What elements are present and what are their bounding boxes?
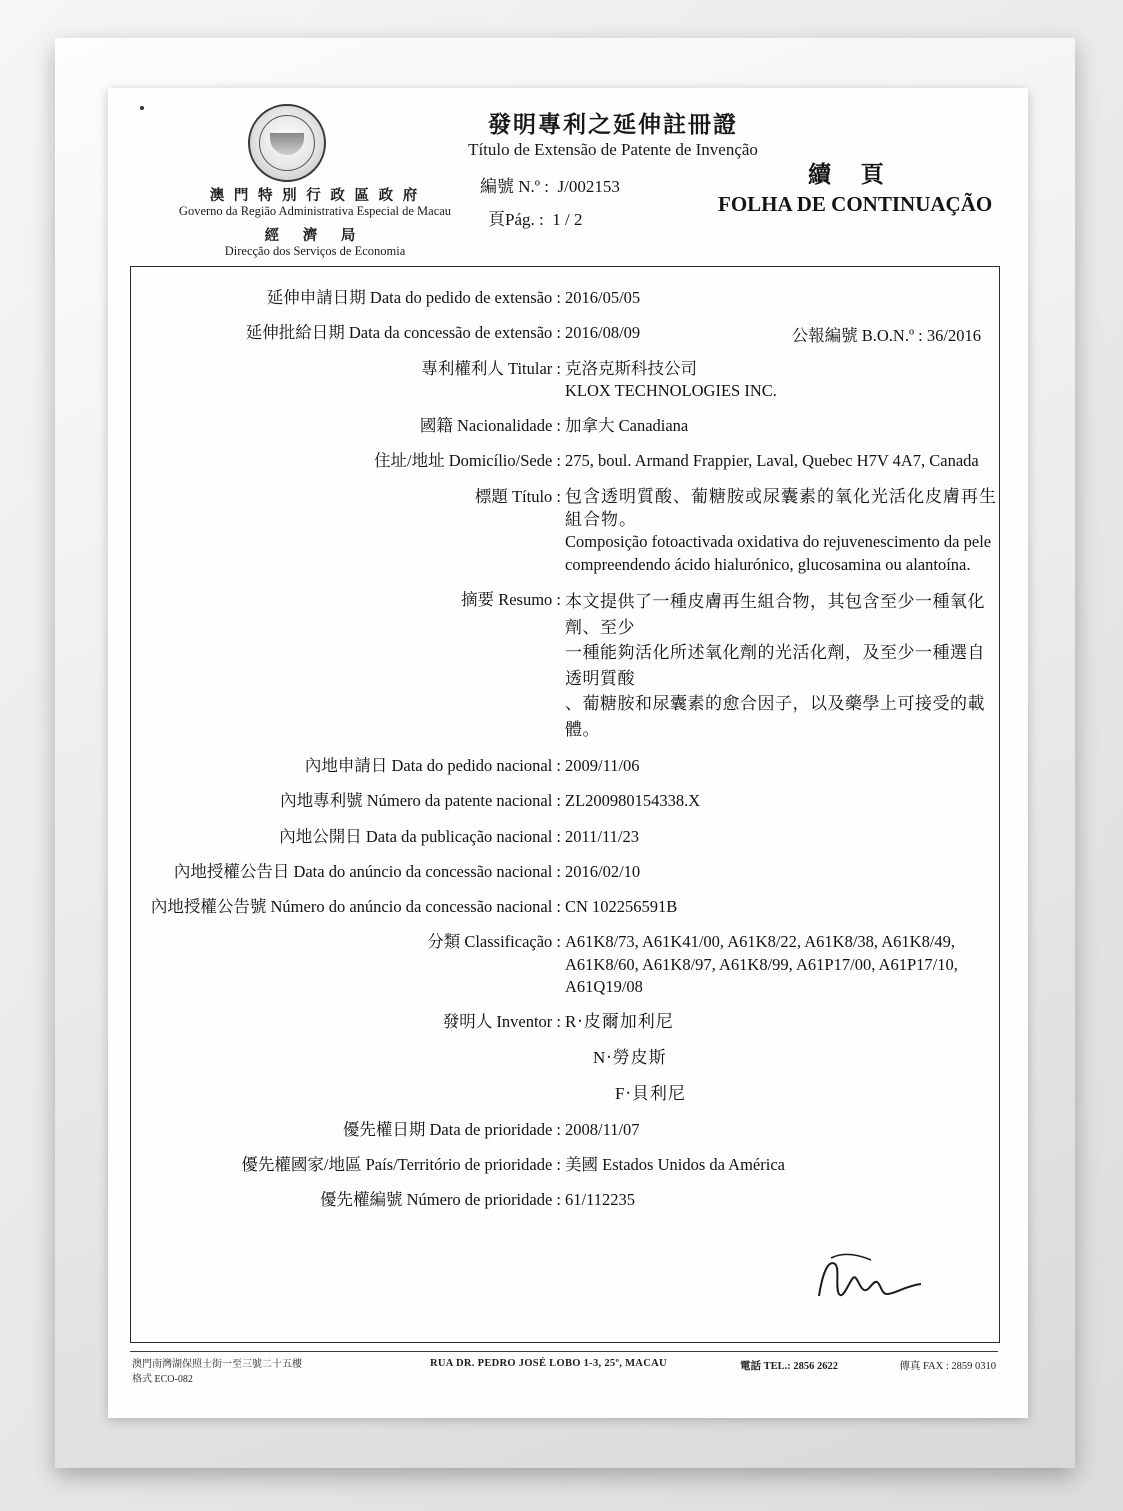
field-national-grant-announcement-date-value: 2016/02/10 [565, 861, 641, 881]
field-holder [131, 358, 999, 403]
field-address-label: 住址/地址 Domicílio/Sede : [374, 451, 561, 471]
field-national-filing-date-label: 內地申請日 Data do pedido nacional : [304, 756, 561, 775]
field-national-grant-announcement-date-label: 內地授權公告日 Data do anúncio da concessão nacional : [173, 861, 561, 881]
field-priority-number-label: 優先權編號 Número de prioridade : [319, 1190, 561, 1210]
field-title-value-pt-1: Composição fotoactivada oxidativa do rejuvenescimento da pele [565, 532, 992, 552]
government-name-pt: Governo da Região Administrativa Especial de Macau [178, 204, 452, 218]
footer-address-pt: RUA DR. PEDRO JOSÉ LOBO 1-3, 25º, MACAU [430, 1358, 667, 1369]
field-bon-value: 36/2016 [926, 326, 981, 346]
field-holder-value-en: KLOX TECHNOLOGIES INC. [565, 380, 777, 400]
document-header [108, 88, 1028, 258]
field-classification [131, 931, 999, 998]
field-title [131, 486, 999, 576]
document-title-zh: 發明專利之延伸註冊證 [488, 112, 738, 137]
field-national-filing-date [131, 755, 999, 777]
field-priority-date-value: 2008/11/07 [565, 1119, 640, 1139]
field-national-grant-announcement-number-value: CN 102256591B [565, 897, 678, 917]
field-nationality [131, 415, 999, 437]
field-request-date-value: 2016/05/05 [565, 288, 641, 307]
field-national-publication-date [131, 826, 999, 848]
field-national-grant-announcement-number-label: 內地授權公告號 Número do anúncio da concessão nacional : [150, 897, 561, 917]
field-priority-number-value: 61/112235 [565, 1190, 635, 1210]
field-national-patent-number-value: ZL200980154338.X [565, 791, 701, 811]
field-grant-date-value: 2016/08/09 [565, 323, 641, 343]
field-classification-line-2: A61K8/60, A61K8/97, A61K8/99, A61P17/00, A61P17/10, [565, 954, 958, 974]
field-classification-label: 分類 Classificação : [427, 932, 561, 952]
department-name-zh: 經 濟 局 [264, 228, 366, 244]
document-footer [130, 1351, 998, 1400]
footer-form-code: 格式 ECO-082 [132, 1374, 193, 1385]
field-national-publication-date-value: 2011/11/23 [565, 826, 639, 846]
field-national-grant-announcement-date [131, 861, 999, 883]
field-priority-country-value: 美國 Estados Unidos da América [565, 1155, 785, 1175]
field-national-patent-number-label: 內地專利號 Número da patente nacional : [280, 791, 561, 811]
field-grant-date [131, 322, 999, 344]
field-inventor-2: N‧勞皮斯 [593, 1048, 667, 1068]
field-national-patent-number [131, 790, 999, 812]
field-address [131, 450, 999, 472]
field-abstract [131, 589, 999, 742]
field-grant-date-label: 延伸批給日期 Data da concessão de extensão : [245, 323, 561, 343]
field-inventor-label: 發明人 Inventor : [442, 1012, 561, 1032]
field-classification-line-1: A61K8/73, A61K41/00, A61K8/22, A61K8/38, A61K8/49, [565, 932, 956, 952]
footer-address-zh: 澳門南灣湖保照士街一至三號二十五樓 [132, 1359, 302, 1370]
page-indicator [488, 205, 582, 230]
field-abstract-line-2: 一種能夠活化所述氧化劑的光活化劑，及至少一種選自透明質酸 [565, 643, 985, 688]
field-address-value: 275, boul. Armand Frappier, Laval, Quebec H7V 4A7, Canada [565, 451, 979, 471]
field-abstract-label: 摘要 Resumo : [461, 590, 561, 609]
fields-box [130, 266, 1000, 1343]
field-inventor [131, 1011, 999, 1106]
field-title-value-zh: 包含透明質酸、葡糖胺或尿囊素的氧化光活化皮膚再生組合物。 [565, 486, 997, 529]
field-priority-number [131, 1189, 999, 1211]
macau-sar-emblem-icon [248, 104, 326, 182]
footer-telephone: 電話 TEL.: 2856 2622 [740, 1361, 839, 1372]
field-request-date [131, 287, 999, 309]
field-inventor-3: F‧貝利尼 [615, 1084, 686, 1103]
field-nationality-value: 加拿大 Canadiana [565, 416, 689, 436]
field-inventor-1: R‧皮爾加利尼 [565, 1012, 674, 1032]
document-number [480, 172, 620, 197]
field-request-date-label: 延伸申請日期 Data do pedido de extensão : [266, 288, 561, 307]
page-label: 頁Pág. : [488, 210, 544, 229]
field-priority-country-label: 優先權國家/地區 País/Território de prioridade : [241, 1155, 561, 1175]
continuation-pt: FOLHA DE CONTINUAÇÃO [718, 192, 993, 216]
field-national-publication-date-label: 內地公開日 Data da publicação nacional : [279, 826, 561, 846]
field-abstract-line-3: 、葡糖胺和尿囊素的愈合因子，以及藥學上可接受的載體。 [565, 694, 985, 739]
field-bon [792, 322, 981, 346]
field-bon-label: 公報編號 B.O.N.º : [791, 326, 923, 346]
document-number-label: 編號 N.º : [480, 177, 550, 196]
field-nationality-label: 國籍 Nacionalidade : [419, 416, 561, 436]
field-abstract-line-1: 本文提供了一種皮膚再生組合物，其包含至少一種氧化劑、至少 [565, 592, 985, 637]
footer-fax: 傳真 FAX : 2859 0310 [899, 1361, 996, 1372]
field-title-label: 標題 Título : [474, 486, 561, 506]
field-priority-country [131, 1154, 999, 1176]
certificate-document [108, 88, 1028, 1418]
field-title-value-pt-2: compreendendo ácido hialurónico, glucosamina ou alantoína. [565, 554, 971, 574]
department-name-pt: Direcção dos Serviços de Economia [224, 244, 406, 258]
field-national-grant-announcement-number [131, 896, 999, 918]
government-name-zh: 澳 門 特 別 行 政 區 政 府 [209, 188, 421, 204]
field-classification-line-3: A61Q19/08 [565, 976, 643, 996]
field-national-filing-date-value: 2009/11/06 [565, 756, 640, 775]
page-value: 1 / 2 [552, 210, 583, 229]
corner-mark [140, 106, 144, 110]
continuation-zh: 續 頁 [808, 162, 896, 187]
field-holder-value-zh: 克洛克斯科技公司 [565, 358, 697, 378]
document-title-pt: Título de Extensão de Patente de Invenção [468, 140, 758, 159]
handwritten-signature-icon [809, 1244, 939, 1314]
field-priority-date [131, 1119, 999, 1141]
document-number-value: J/002153 [557, 177, 620, 196]
field-holder-label: 專利權利人 Titular : [421, 358, 561, 378]
field-priority-date-label: 優先權日期 Data de prioridade : [342, 1119, 561, 1139]
